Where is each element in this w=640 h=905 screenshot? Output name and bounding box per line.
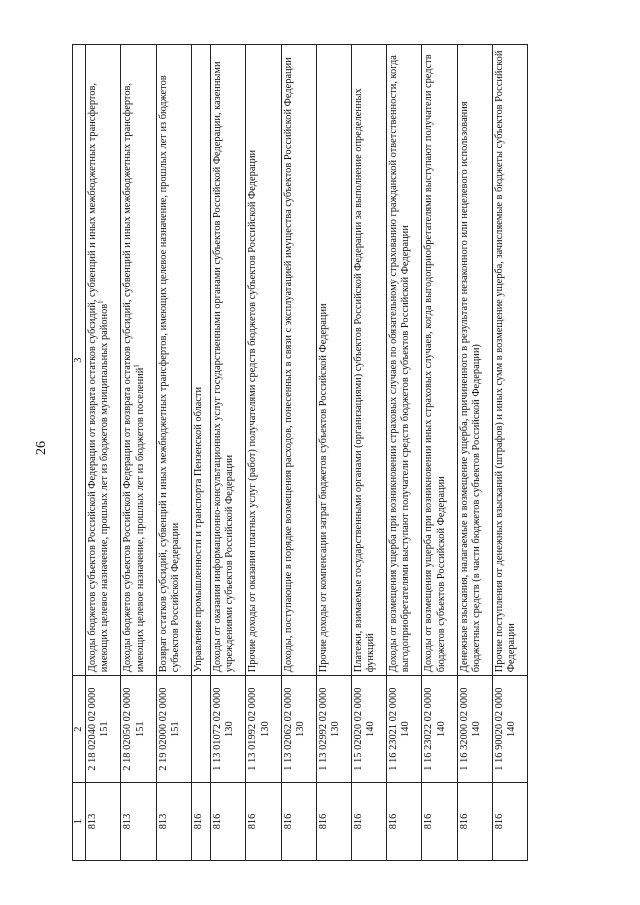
revenue-name-text: Прочие поступления от денежных взысканий (штрафов) и иных сумм в возмещение ущерба, зачисляемые в бюджеты субъектов Российской Федерации (493, 50, 517, 673)
revenue-code-cell: 1 16 23022 02 0000 140 (422, 676, 457, 783)
table-header-row (73, 45, 86, 861)
table-row (352, 45, 387, 861)
revenue-code-cell: 1 13 02062 02 0000 130 (281, 676, 316, 783)
revenue-code-cell: 1 13 01072 02 0000 130 (211, 676, 246, 783)
table-row (86, 45, 121, 861)
footnote-marker: 1 (96, 300, 105, 304)
table-row (156, 45, 191, 861)
revenue-name-cell (156, 45, 191, 676)
revenue-code-cell: 2 18 02040 02 0000 151 (86, 676, 121, 783)
admin-code-cell: 816 (281, 783, 316, 861)
revenue-name-text: Управление промышленности и транспорта Пензенской области (192, 386, 204, 673)
table-row (492, 45, 527, 861)
revenue-name-cell (121, 45, 156, 676)
admin-code-cell: 816 (457, 783, 492, 861)
table-row (211, 45, 246, 861)
table-row (457, 45, 492, 861)
footnote-marker: 1 (132, 364, 141, 368)
revenue-code-cell: 1 15 02020 02 0000 140 (352, 676, 387, 783)
revenue-name-cell (211, 45, 246, 676)
table-row (246, 45, 281, 861)
table-row (121, 45, 156, 861)
revenue-name-text: Доходы от оказания информационно-консультационных услуг государственными органами субъектов Российской Федерации, казенными учреждениями субъектов Российской Федерации (212, 61, 236, 673)
revenue-name-text: Возврат остатков субсидий, субвенций и иных межбюджетных трансфертов, имеющих целевое назначение, прошлых лет из бюджетов субъектов Российской Федерации (157, 75, 181, 673)
table-row (316, 45, 351, 861)
admin-code-cell: 816 (246, 783, 281, 861)
admin-code-cell: 816 (211, 783, 246, 861)
admin-code-cell: 816 (422, 783, 457, 861)
revenue-name-text: Доходы, поступающие в порядке возмещения расходов, понесенных в связи с эксплуатацией имущества субъектов Российской Федерации (282, 57, 294, 673)
table-row (281, 45, 316, 861)
table-row (387, 45, 422, 861)
revenue-code-cell: 1 13 01992 02 0000 130 (246, 676, 281, 783)
revenue-name-cell (387, 45, 422, 676)
admin-code-cell: 813 (121, 783, 156, 861)
revenue-name-text: Платежи, взимаемые государственными органами (организациями) субъектов Российской Федерации за выполнение определенных функций (353, 88, 377, 673)
revenue-code-cell (191, 676, 211, 783)
table-row (191, 45, 211, 861)
page-number: 26 (34, 441, 49, 455)
admin-code-cell: 816 (387, 783, 422, 861)
admin-code-cell: 813 (86, 783, 121, 861)
revenue-name-cell (86, 45, 121, 676)
revenue-code-cell: 2 18 02050 02 0000 151 (121, 676, 156, 783)
revenue-name-text: Прочие доходы от компенсации затрат бюджетов субъектов Российской Федерации (317, 303, 329, 673)
revenue-name-text: Доходы от возмещения ущерба при возникновении иных страховых случаев, когда выгодоприобретателями выступают получатели средств бюджетов субъектов Российской Федерации (423, 54, 447, 673)
revenue-code-cell: 2 19 02000 02 0000 151 (156, 676, 191, 783)
table-container (72, 44, 528, 861)
admin-code-cell: 816 (492, 783, 527, 861)
revenue-code-cell: 1 13 02992 02 0000 130 (316, 676, 351, 783)
revenue-name-cell (422, 45, 457, 676)
revenue-codes-table (72, 44, 528, 861)
revenue-code-cell: 1 16 23021 02 0000 140 (387, 676, 422, 783)
revenue-name-text: Денежные взыскания, налагаемые в возмещение ущерба, причиненного в результате незаконного или нецелевого использования бюджетных средств (в части бюджетов субъектов Российской Федерации) (458, 101, 482, 673)
table-row (422, 45, 457, 861)
revenue-name-cell (492, 45, 527, 676)
admin-code-cell: 813 (156, 783, 191, 861)
revenue-code-cell: 1 16 90020 02 0000 140 (492, 676, 527, 783)
revenue-name-cell (191, 45, 211, 676)
revenue-name-cell (246, 45, 281, 676)
header-col-2: 2 (73, 676, 86, 783)
revenue-name-cell (281, 45, 316, 676)
revenue-name-text: Доходы от возмещения ущерба при возникновении страховых случаев по обязательному страхованию гражданской ответственности, когда выгодоприобретателями выступают получатели средств бюджетов субъектов Российской Федерации (388, 55, 412, 673)
admin-code-cell: 816 (316, 783, 351, 861)
revenue-name-cell (457, 45, 492, 676)
admin-code-cell: 816 (352, 783, 387, 861)
revenue-name-cell (316, 45, 351, 676)
revenue-code-cell: 1 16 32000 02 0000 140 (457, 676, 492, 783)
revenue-name-text: Прочие доходы от оказания платных услуг (работ) получателями средств бюджетов субъектов Российской Федерации (247, 149, 259, 673)
revenue-name-text: Доходы бюджетов субъектов Российской Федерации от возврата остатков субсидий, субвенций и иных межбюджетных трансфертов, имеющих целевое назначение, прошлых лет из бюджетов поселений (122, 82, 146, 673)
revenue-name-text: Доходы бюджетов субъектов Российской Федерации от возврата остатков субсидий, субвенций и иных межбюджетных трансфертов, имеющих целевое назначение, прошлых лет из бюджетов муниципальных районов (87, 82, 111, 673)
header-col-1: 1 (73, 783, 86, 861)
header-col-3: 3 (73, 45, 86, 676)
admin-code-cell: 816 (191, 783, 211, 861)
revenue-name-cell (352, 45, 387, 676)
